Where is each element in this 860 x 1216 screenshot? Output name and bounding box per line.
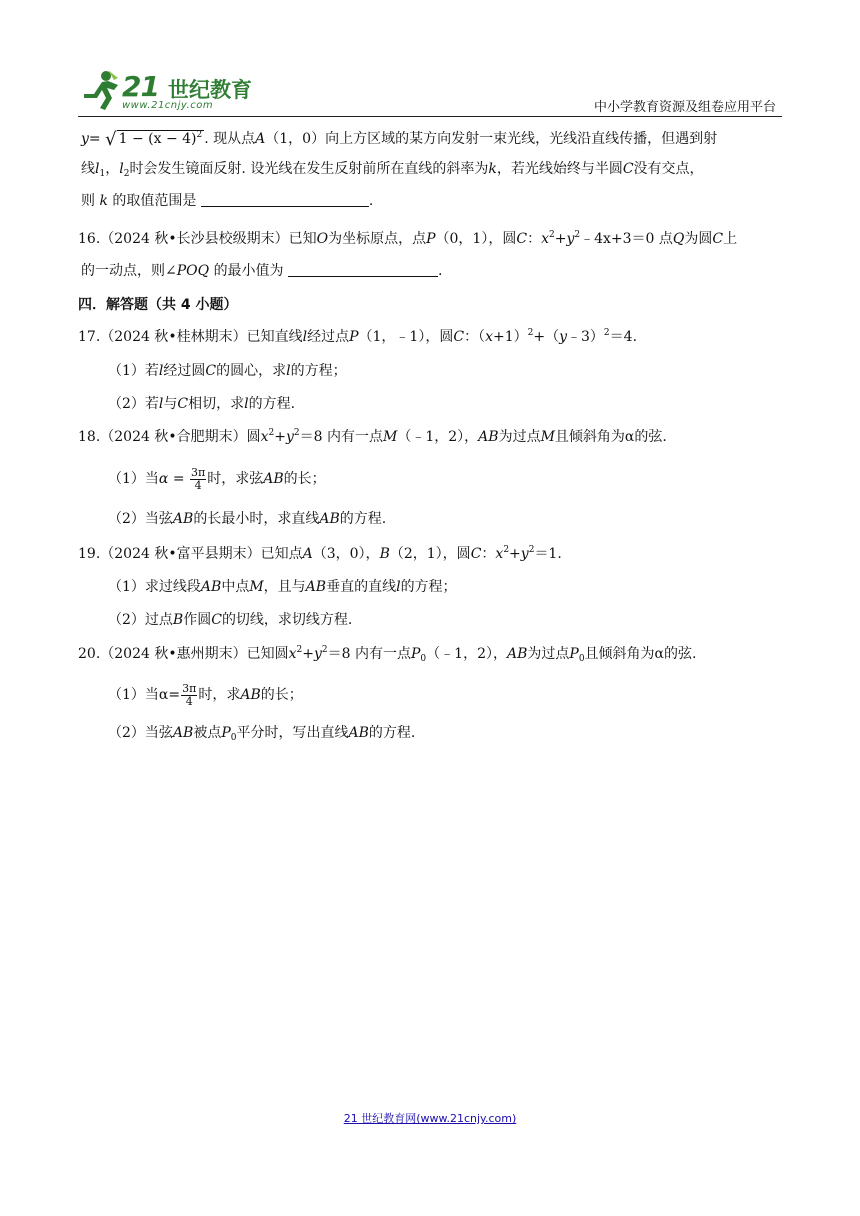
sqrt-expression [117, 130, 205, 147]
q18-sub1 [108, 464, 326, 494]
var-P: P [221, 725, 231, 741]
var-B: B [379, 546, 390, 562]
text: ﹣3） [567, 329, 604, 345]
text: . [438, 263, 443, 279]
text: 线 [81, 161, 95, 177]
header-divider [78, 116, 782, 117]
runner-logo-icon [78, 68, 122, 112]
text: 的长； [260, 687, 303, 703]
text: ：（ [464, 329, 486, 345]
text: = [168, 471, 190, 487]
superscript: 2 [548, 230, 555, 240]
text: （2）若 [108, 396, 159, 412]
q16-line1 [78, 224, 737, 254]
subscript: 0 [230, 733, 237, 743]
var-AB: AB [240, 687, 261, 703]
q17-sub2 [108, 389, 295, 419]
superscript: 2 [268, 428, 275, 438]
numerator: 3π [191, 465, 206, 479]
text: （1）若 [108, 363, 159, 379]
logo-url: www.21cnjy.com [122, 100, 214, 111]
text: 没有交点， [633, 161, 704, 177]
text: 的方程. [339, 511, 387, 527]
q19-line1 [78, 539, 562, 569]
text: 平分时，写出直线 [236, 725, 349, 741]
var-AB: AB [305, 579, 327, 595]
text: 为过点 [527, 646, 570, 662]
text: 相切，求 [188, 396, 245, 412]
sqrt-icon: √ [105, 129, 117, 150]
text: 的长； [283, 471, 326, 487]
footer-link[interactable]: 21 世纪教育网(www.21cnjy.com) [343, 1112, 517, 1125]
q19-sub1 [108, 572, 457, 602]
var-A: A [255, 131, 266, 147]
q17-line1 [78, 322, 637, 352]
subscript: 1 [99, 169, 106, 179]
var-P: P [426, 231, 436, 247]
answer-blank[interactable] [201, 190, 369, 207]
text: ，若光线始终与半圆 [496, 161, 623, 177]
text: （1，﹣1），圆 [358, 329, 454, 345]
text: （0，1），圆 [435, 231, 517, 247]
text: 时，求 [198, 687, 241, 703]
text: （1，0）向上方区域的某方向发射一束光线，光线沿直线传播，但遇到射 [265, 131, 718, 147]
logo-number: 21 [122, 70, 159, 103]
text: 的长最小时，求直线 [193, 511, 320, 527]
text: . [368, 193, 374, 209]
var-AB: AB [319, 511, 340, 527]
logo-text: 世纪教育 [168, 78, 252, 102]
var-k: k [488, 161, 497, 177]
text: 的方程； [290, 363, 347, 379]
text: 18.（2024 秋•合肥期末）圆 [78, 429, 261, 445]
var-B: B [172, 612, 184, 628]
var-y: y [520, 546, 529, 562]
text: ，且与 [263, 579, 306, 595]
var-l: l [95, 161, 100, 177]
text: 经过点 [307, 329, 350, 345]
superscript: 2 [196, 130, 203, 140]
var-y: y [559, 329, 567, 345]
text: 中点 [221, 579, 250, 595]
text: ： [481, 546, 496, 562]
text: 的方程. [248, 396, 296, 412]
text: （﹣1，2）， [426, 646, 507, 662]
var-y: y [313, 646, 322, 662]
section-heading: 四．解答题（共 4 小题） [78, 297, 238, 313]
var-C: C [453, 329, 465, 345]
var-l: l [286, 363, 291, 379]
var-x: x [541, 231, 549, 247]
var-y: y [285, 429, 294, 445]
q19-sub2 [108, 605, 352, 635]
text: 为圆 [684, 231, 713, 247]
text: 与 [163, 396, 178, 412]
subscript: 0 [420, 654, 427, 664]
text: 的方程； [400, 579, 457, 595]
var-P: P [569, 646, 579, 662]
q20-line1 [78, 639, 696, 669]
q15-line3 [81, 186, 373, 216]
text: +（ [533, 329, 560, 345]
var-alpha: α [158, 471, 169, 487]
text: 且倾斜角为α的弦. [554, 429, 667, 445]
superscript: 2 [574, 230, 581, 240]
superscript: 2 [528, 545, 535, 555]
numerator: 3π [182, 681, 197, 695]
var-A: A [302, 546, 313, 562]
header-platform-text: 中小学教育资源及组卷应用平台 [593, 100, 776, 115]
text: 19.（2024 秋•富平县期末）已知点 [78, 546, 303, 562]
text: （1）求过线段 [108, 579, 201, 595]
text: 时，求弦 [207, 471, 264, 487]
text: 为坐标原点，点 [328, 231, 427, 247]
subscript: 2 [123, 169, 130, 179]
text: + [302, 646, 314, 662]
var-AB: AB [348, 725, 369, 741]
logo [78, 66, 268, 116]
text: 垂直的直线 [326, 579, 397, 595]
var-k: k [99, 193, 108, 209]
superscript: 2 [321, 645, 328, 655]
text: （2）过点 [108, 612, 173, 628]
superscript: 2 [296, 645, 303, 655]
var-AB: AB [478, 429, 499, 445]
superscript: 2 [603, 328, 610, 338]
var-POQ: POQ [176, 263, 210, 279]
var-l: l [119, 161, 124, 177]
denominator: 4 [194, 478, 202, 492]
var-l: l [158, 396, 164, 412]
text: + [274, 429, 286, 445]
page-header [78, 66, 782, 118]
var-l: l [244, 396, 249, 412]
text: 的圆心，求 [216, 363, 287, 379]
var-AB: AB [263, 471, 284, 487]
text: 的最小值为 [213, 263, 284, 279]
var-AB: AB [200, 579, 222, 595]
text: 的切线，求切线方程. [221, 612, 353, 628]
text: 作圆 [183, 612, 212, 628]
text: ＝1. [534, 546, 562, 562]
var-Q: Q [672, 231, 685, 247]
var-C: C [211, 612, 222, 628]
var-C: C [177, 396, 189, 412]
text: . 现从点 [204, 131, 256, 147]
q16-line2 [81, 256, 442, 286]
var-M: M [540, 429, 555, 445]
text: 且倾斜角为α的弦. [584, 646, 697, 662]
text: + [509, 546, 521, 562]
text: 的一动点，则∠ [81, 263, 177, 279]
q18-sub2 [108, 504, 386, 534]
var-C: C [622, 161, 634, 177]
denominator: 4 [185, 694, 193, 708]
subscript: 0 [578, 654, 585, 664]
text: 为过点 [498, 429, 541, 445]
var-AB: AB [172, 725, 194, 741]
text: 则 [81, 193, 95, 209]
q20-sub1 [108, 680, 303, 710]
text: 上 [723, 231, 738, 247]
text: = [88, 131, 101, 147]
var-AB: AB [172, 511, 194, 527]
superscript: 2 [527, 328, 534, 338]
text: ＝8 内有一点 [327, 646, 411, 662]
q15-line1 [81, 124, 717, 154]
text: + [554, 231, 567, 247]
text: ﹣4x+3＝0 点 [580, 231, 673, 247]
text: +1） [492, 329, 528, 345]
fraction [181, 683, 197, 708]
superscript: 2 [293, 428, 300, 438]
var-AB: AB [506, 646, 528, 662]
text: 被点 [193, 725, 222, 741]
text: （1）当 [108, 471, 159, 487]
var-x: x [485, 329, 493, 345]
text: ＝4. [609, 329, 638, 345]
answer-blank[interactable] [288, 260, 438, 277]
text: 时会发生镜面反射. 设光线在发生反射前所在直线的斜率为 [129, 161, 489, 177]
q15-line2 [81, 154, 704, 184]
var-P: P [349, 329, 359, 345]
var-y: y [81, 131, 89, 147]
text: 的方程. [368, 725, 416, 741]
q17-sub1 [108, 356, 347, 386]
var-C: C [470, 546, 482, 562]
var-C: C [205, 363, 217, 379]
var-P: P [411, 646, 421, 662]
text: （2）当弦 [108, 511, 173, 527]
q20-sub2 [108, 718, 415, 748]
var-l: l [158, 363, 164, 379]
var-y: y [566, 231, 575, 247]
var-x: x [288, 646, 297, 662]
fraction [190, 467, 206, 492]
q18-line1 [78, 422, 667, 452]
superscript: 2 [503, 545, 510, 555]
var-l: l [302, 329, 308, 345]
text: （1）当α= [108, 687, 181, 703]
text: （2）当弦 [108, 725, 173, 741]
var-M: M [249, 579, 264, 595]
var-C: C [516, 231, 528, 247]
text: （2，1），圆 [389, 546, 471, 562]
text: 20.（2024 秋•惠州期末）已知圆 [78, 646, 289, 662]
text: ， [105, 161, 120, 177]
text: （﹣1，2）， [397, 429, 479, 445]
var-x: x [260, 429, 269, 445]
text: ： [527, 231, 542, 247]
var-M: M [383, 429, 398, 445]
text: 17.（2024 秋•桂林期末）已知直线 [78, 329, 303, 345]
var-x: x [495, 546, 504, 562]
sqrt-text: 1 − (x − 4) [118, 131, 197, 147]
var-l: l [396, 579, 401, 595]
text: （3，0）， [312, 546, 380, 562]
text: ＝8 内有一点 [299, 429, 383, 445]
text: 的取值范围是 [112, 193, 197, 209]
text: 经过圆 [163, 363, 206, 379]
var-O: O [316, 231, 329, 247]
var-C: C [712, 231, 724, 247]
text: 16.（2024 秋•长沙县校级期末）已知 [78, 231, 317, 247]
